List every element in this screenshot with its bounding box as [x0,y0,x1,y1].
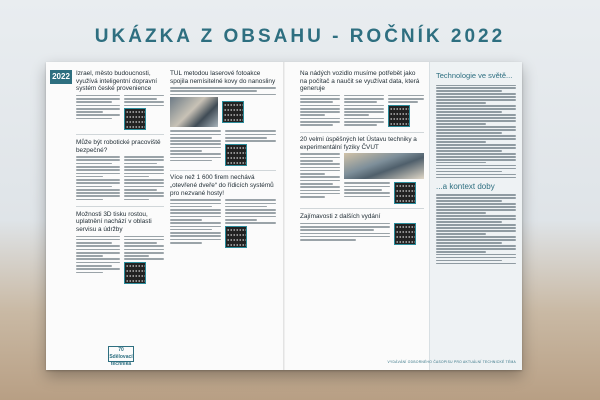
right-column-1 [300,70,424,245]
left-page [46,62,284,370]
year-badge: 2022 [50,70,72,84]
sidebar-subtitle: ...a kontext doby [436,182,495,192]
article-title-vozidlo: Na nádých vozidlo musíme potřebět jako na počítač a naučit se využívat data, která generuje [300,70,420,93]
qr-code [225,226,247,248]
qr-code [388,105,410,127]
lab-photo [170,97,218,127]
qr-code [222,101,244,123]
left-column-1 [76,70,164,284]
sidebar-box [429,62,522,370]
qr-code [394,182,416,204]
magazine-spread [46,62,522,370]
right-page [284,62,522,370]
footer-note: VYDÁVÁNÍ ODBORNÉHO ČASOPISU PRO AKTUÁLNÍ TECHNICKÉ TÉMA [387,360,516,364]
article-title-tul: TUL metodou laserové fotoakce spojila nemísitelné kovy do nanosliny [170,70,276,85]
sidebar-title: Technologie ve světě... [436,71,513,80]
cvut-photo [344,153,424,179]
article-title-zajimavosti: Zajímavosti z dalších vydání [300,213,381,221]
article-title-cvut: 20 velmi úspěšných let Ústavu techniky a experimentální fyziky ČVUT [300,136,417,151]
qr-code [225,144,247,166]
publisher-logo: 70 Sdělovací technika [109,347,133,367]
page-headline: UKÁZKA Z OBSAHU - ROČNÍK 2022 [94,26,506,47]
article-title-robot: Může být robotické pracoviště bezpečné? [76,138,161,154]
qr-code [124,262,146,284]
article-title-izrael: Izrael, město budoucnosti, využívá inteligentní dopravní systém české provenience [76,70,157,93]
left-column-2 [170,70,276,248]
article-title-3d-tisk: Možnosti 3D tisku rostou, uplatnění nachází v oblasti servisu a údržby [76,210,152,233]
qr-code [124,108,146,130]
qr-code [394,223,416,245]
article-title-firmy: Více než 1 600 firem nechává „otevřené dveře“ do řídicích systémů pro nezvané hosty! [170,174,274,197]
